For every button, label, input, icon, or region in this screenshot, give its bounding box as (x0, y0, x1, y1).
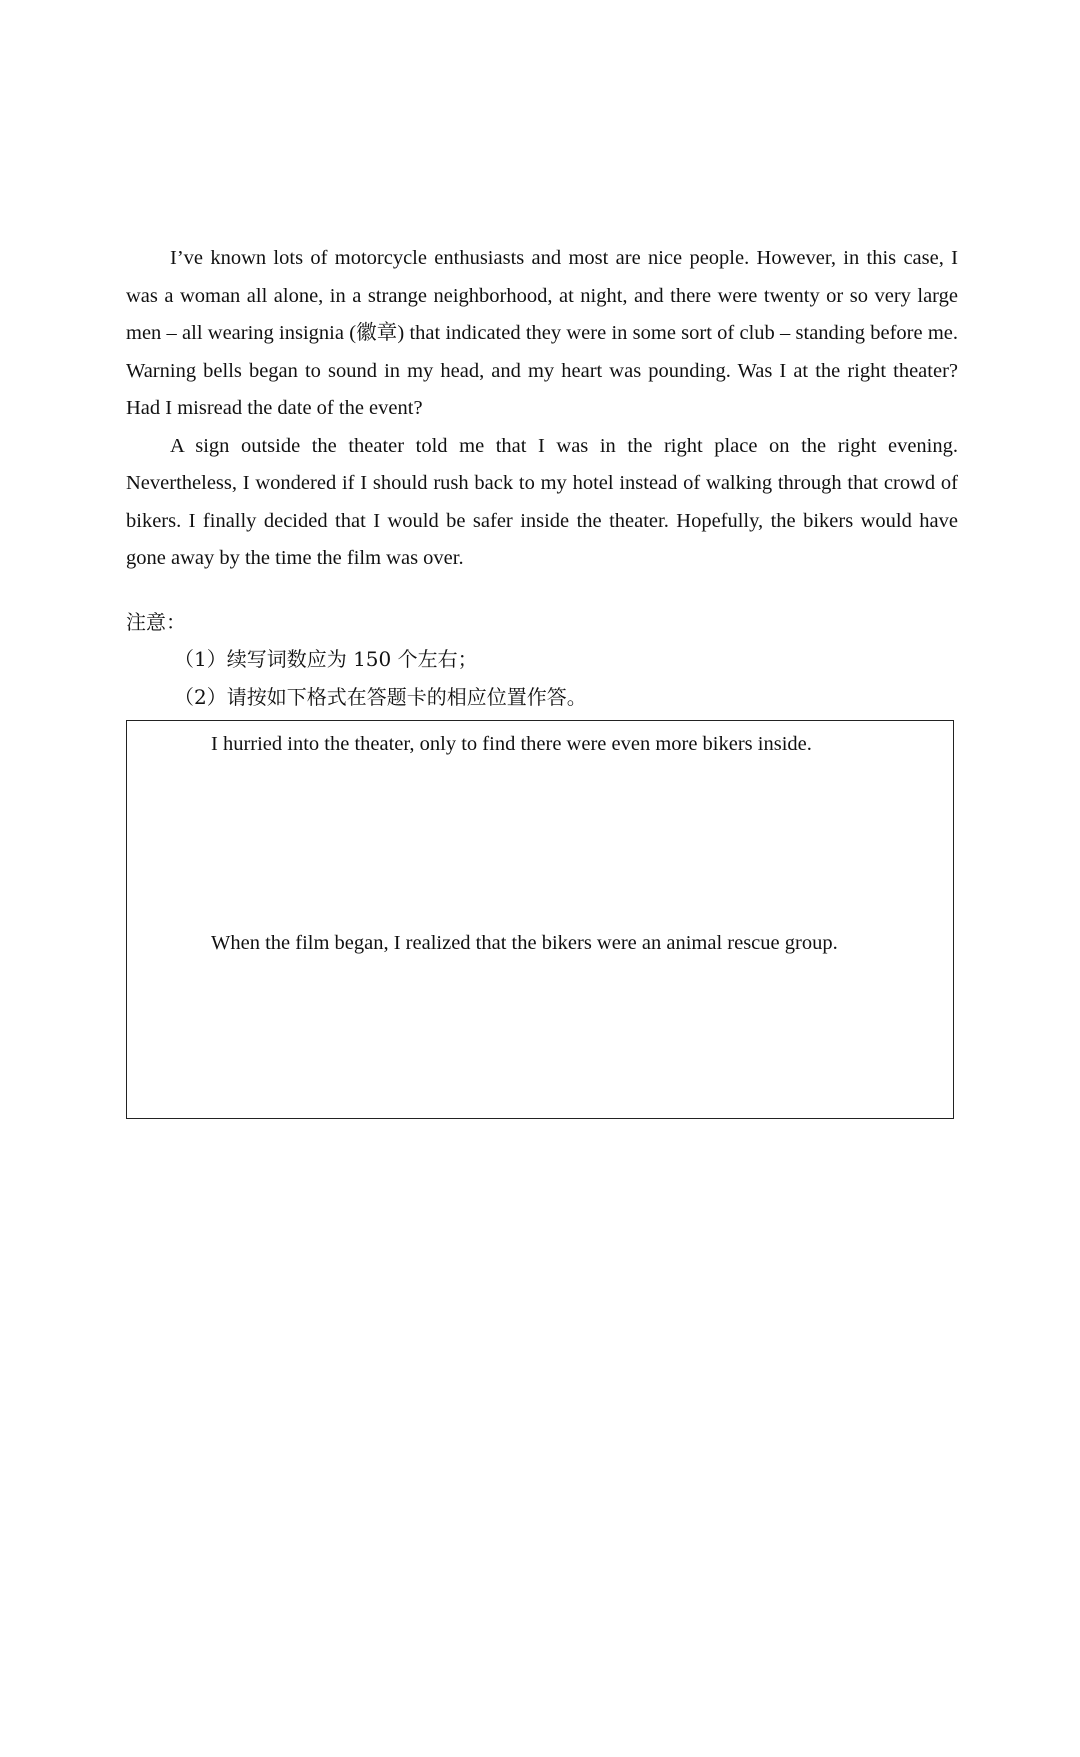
passage-paragraph-1: I’ve known lots of motorcycle enthusiasts and most are nice people. However, in this case, I was a woman all alone, in a strange neighborhood, at night, and there were twenty or so very large men – all wearing insignia (徽章) that indicated they were in some sort of club – standing before me. Warning bells began to sound in my head, and my heart was pounding. Was I at the right theater? Had I misread the date of the event? (126, 247, 958, 419)
page-content (126, 240, 958, 1119)
notice-section (126, 604, 958, 717)
continuation-prompt-2: When the film began, I realized that the bikers were an animal rescue group. (211, 932, 838, 954)
answer-box (126, 720, 954, 1119)
notice-item-2: （2）请按如下格式在答题卡的相应位置作答。 (174, 684, 587, 709)
passage-paragraph-2: A sign outside the theater told me that I was in the right place on the right evening. Nevertheless, I wondered if I should rush back to my hotel instead of walking through that crowd of bikers. I finally decided that I would be safer inside the theater. Hopefully, the bikers would have gone away by the time the film was over. (126, 434, 958, 569)
continuation-prompt-1: I hurried into the theater, only to find there were even more bikers inside. (211, 733, 812, 755)
notice-title: 注意： (126, 609, 186, 634)
notice-item-1: （1）续写词数应为 150 个左右； (174, 647, 478, 671)
